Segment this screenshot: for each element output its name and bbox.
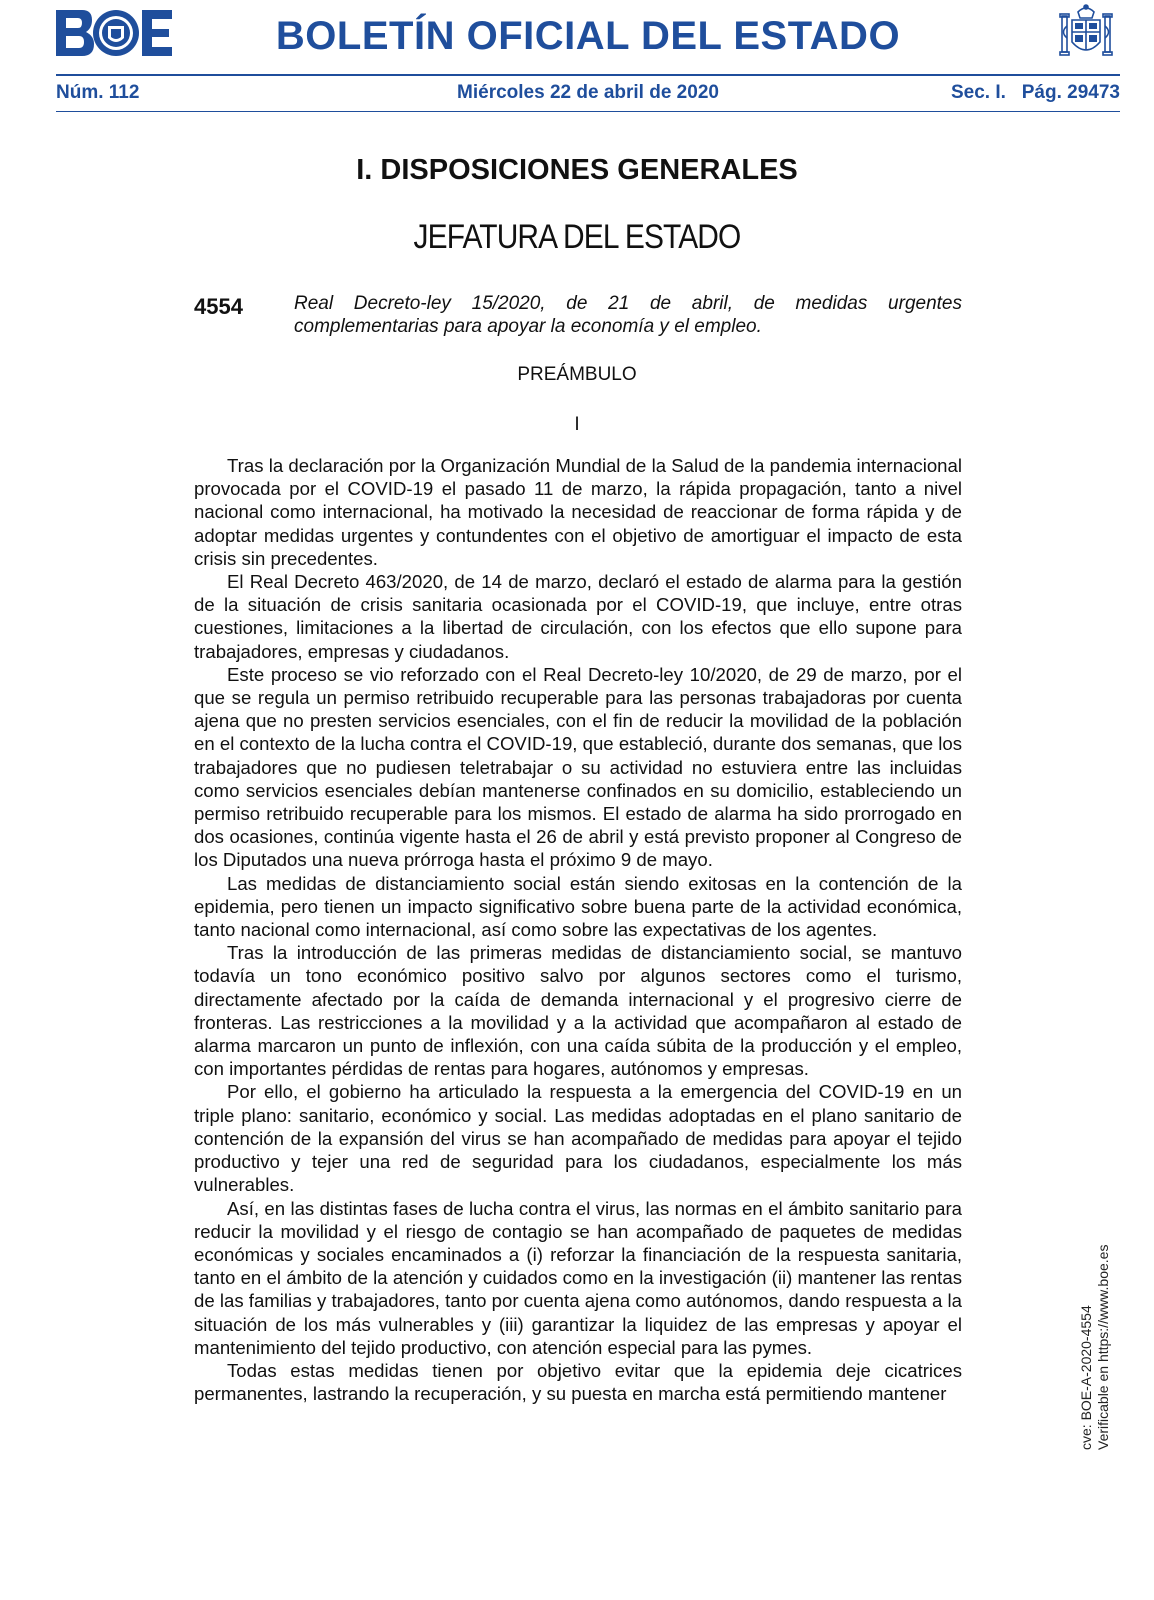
paragraph: Las medidas de distanciamiento social están siendo exitosas en la contención de la epidemia, pero tienen un impacto significativo sobre buena parte de la actividad económica, tanto nacional como internacional, así como sobre las expectativas de los agentes. — [194, 872, 962, 941]
paragraph: El Real Decreto 463/2020, de 14 de marzo, declaró el estado de alarma para la gestión de la situación de crisis sanitaria ocasionada por el COVID-19, que incluye, entre otras cuestiones, limitaciones a la libertad de circulación, con los efectos que ello supone para trabajadores, empresas y ciudadanos. — [194, 571, 962, 662]
header-bottom-rule — [56, 111, 1120, 112]
disposition-title: Real Decreto-ley 15/2020, de 21 de abril, de medidas urgentes complementarias para apoyar la economía y el empleo. — [294, 293, 962, 337]
paragraph: Todas estas medidas tienen por objetivo evitar que la epidemia deje cicatrices permanentes, lastrando la recuperación, y su puesta en marcha está permitiendo mantener — [194, 1359, 962, 1405]
issue-number: Núm. 112 — [56, 82, 140, 103]
issuing-organ: JEFATURA DEL ESTADO — [413, 218, 741, 256]
verification-note — [1078, 1190, 1122, 1450]
paragraph: Este proceso se vio reforzado con el Real Decreto-ley 10/2020, de 29 de marzo, por el que se regula un permiso retribuido recuperable para las personas trabajadoras por cuenta ajena que no presten servicios esenciales, con el fin de reducir la movilidad de la población en el contexto de la lucha contra el COVID-19, que estableció, durante dos semanas, que los trabajadores que no pudiesen teletrabajar o su actividad no estuviera entre las incluidas como servicios esenciales debían mantenerse confinados en su domicilio, estableciendo un permiso retribuido recuperable para los mismos. El estado de alarma ha sido prorrogado en dos ocasiones, continúa vigente hasta el 26 de abril y está previsto proponer al Congreso de los Diputados una nueva prórroga hasta el próximo 9 de mayo. — [194, 663, 962, 871]
cve-code: cve: BOE-A-2020-4554 — [1078, 1305, 1094, 1450]
verification-url: Verificable en https://www.boe.es — [1095, 1244, 1111, 1450]
coat-of-arms-icon — [1056, 2, 1116, 64]
preamble-body — [194, 454, 962, 1405]
header-top-rule — [56, 74, 1120, 76]
disposition-number: 4554 — [194, 294, 243, 319]
boe-logo — [56, 8, 172, 58]
preamble-heading: PREÁMBULO — [517, 364, 637, 385]
paragraph: Tras la declaración por la Organización Mundial de la Salud de la pandemia internacional provocada por el COVID-19 el pasado 11 de marzo, la rápida propagación, tanto a nivel nacional como internacional, ha motivado la necesidad de reaccionar de forma rápida y de adoptar medidas urgentes y contundentes con el objetivo de amortiguar el impacto de esta crisis sin precedentes. — [194, 455, 962, 569]
paragraph: Por ello, el gobierno ha articulado la respuesta a la emergencia del COVID-19 en un triple plano: sanitario, económico y social. Las medidas adoptadas en el plano sanitario de contención de la expansión del virus se han acompañado de medidas para apoyar el tejido productivo y tejer una red de seguridad para los ciudadanos, especialmente los más vulnerables. — [194, 1081, 962, 1196]
section-title: I. DISPOSICIONES GENERALES — [356, 154, 798, 186]
paragraph: Tras la introducción de las primeras medidas de distanciamiento social, se mantuvo todavía un tono económico positivo salvo por algunos sectores como el turismo, directamente afectado por la caída de demanda internacional y el progresivo cierre de fronteras. Las restricciones a la movilidad y a la actividad que acompañaron al estado de alarma marcaron un punto de inflexión, con una caída súbita de la producción y el empleo, con importantes pérdidas de rentas para hogares, autónomos y empresas. — [194, 942, 962, 1080]
paragraph: Así, en las distintas fases de lucha contra el virus, las normas en el ámbito sanitario para reducir la movilidad y el riesgo de contagio se han acompañado de paquetes de medidas económicas y sociales encaminados a (i) reforzar la financiación de la respuesta sanitaria, tanto en el ámbito de la atención y cuidados como en la investigación (ii) mantener las rentas de las familias y trabajadores, tanto por cuenta ajena como autónomos, dando respuesta a la situación de los más vulnerables y (iii) garantizar la liquidez de las empresas y apoyar el mantenimiento del tejido productivo, con atención especial para las pymes. — [194, 1197, 962, 1358]
bulletin-title: BOLETÍN OFICIAL DEL ESTADO — [275, 14, 901, 58]
page-header — [56, 0, 1120, 110]
section-page: Sec. I. Pág. 29473 — [951, 82, 1120, 103]
issue-date: Miércoles 22 de abril de 2020 — [457, 82, 719, 103]
part-numeral: I — [574, 414, 580, 435]
